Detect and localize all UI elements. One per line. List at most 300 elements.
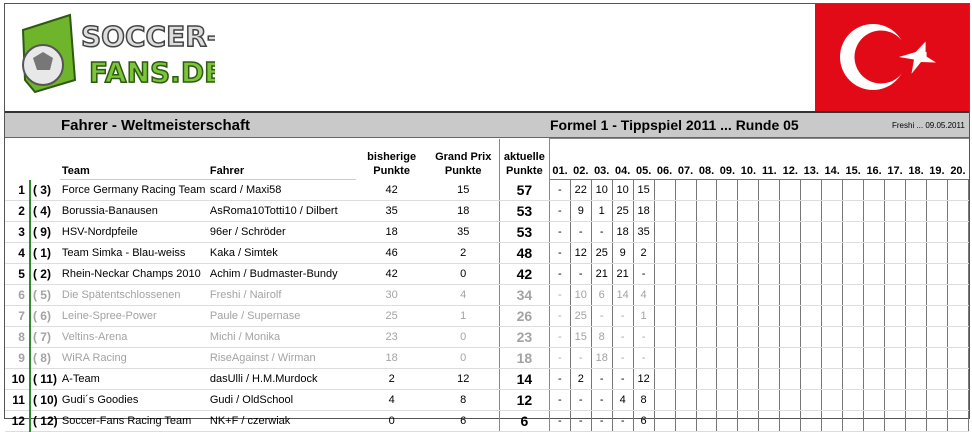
round-points-cell: [864, 201, 885, 222]
previous-points-cell: 35: [356, 201, 428, 222]
round-points-cell: [654, 285, 675, 306]
previous-rank-cell: ( 11): [30, 369, 60, 390]
round-header: 18.: [906, 139, 927, 180]
driver-cell: Gudi / OldSchool: [208, 390, 356, 411]
round-points-cell: [822, 180, 843, 201]
driver-cell: 96er / Schröder: [208, 222, 356, 243]
round-points-cell: [759, 411, 780, 432]
round-points-cell: -: [549, 348, 570, 369]
round-points-cell: [947, 390, 968, 411]
table-row: [5, 243, 969, 264]
round-points-cell: [906, 222, 927, 243]
round-points-cell: [675, 411, 696, 432]
team-cell: A-Team: [60, 369, 208, 390]
round-points-cell: [759, 243, 780, 264]
header: [5, 4, 969, 111]
driver-cell: Freshi / Nairolf: [208, 285, 356, 306]
rank-cell: 8: [5, 327, 30, 348]
round-points-cell: -: [612, 369, 633, 390]
round-points-cell: -: [570, 264, 591, 285]
previous-rank-cell: ( 2): [30, 264, 60, 285]
round-points-cell: [654, 180, 675, 201]
rank-cell: 1: [5, 180, 30, 201]
round-points-cell: [801, 285, 822, 306]
round-points-cell: [947, 411, 968, 432]
round-points-cell: -: [591, 222, 612, 243]
round-points-cell: [759, 369, 780, 390]
round-points-cell: [822, 369, 843, 390]
round-points-cell: -: [591, 411, 612, 432]
previous-rank-cell: ( 12): [30, 411, 60, 432]
round-points-cell: [780, 285, 801, 306]
standings-sheet: [4, 3, 970, 429]
round-points-cell: [822, 264, 843, 285]
round-points-cell: -: [549, 264, 570, 285]
standings-table: [5, 138, 969, 432]
driver-cell: Paule / Supernase: [208, 306, 356, 327]
round-points-cell: [717, 243, 738, 264]
round-points-cell: [843, 306, 864, 327]
current-points-cell: 53: [499, 201, 549, 222]
rank-cell: 6: [5, 285, 30, 306]
round-points-cell: [759, 348, 780, 369]
previous-rank-cell: ( 7): [30, 327, 60, 348]
round-points-cell: [864, 285, 885, 306]
previous-rank-cell: ( 1): [30, 243, 60, 264]
round-points-cell: [906, 201, 927, 222]
round-header: 19.: [926, 139, 947, 180]
round-points-cell: -: [549, 327, 570, 348]
driver-cell: RiseAgainst / Wirman: [208, 348, 356, 369]
round-points-cell: [947, 264, 968, 285]
round-points-cell: 35: [633, 222, 654, 243]
round-points-cell: -: [549, 285, 570, 306]
round-points-cell: -: [549, 411, 570, 432]
round-points-cell: -: [591, 306, 612, 327]
svg-text:SOCCER-: SOCCER-: [81, 20, 215, 53]
round-points-cell: 12: [633, 369, 654, 390]
round-points-cell: [696, 369, 717, 390]
round-points-cell: [738, 201, 759, 222]
standings-body: [5, 180, 969, 432]
previous-points-cell: 23: [356, 327, 428, 348]
current-points-cell: 42: [499, 264, 549, 285]
table-row: [5, 369, 969, 390]
previous-points-cell: 46: [356, 243, 428, 264]
round-header: 02.: [570, 139, 591, 180]
previous-points-cell: 18: [356, 222, 428, 243]
current-points-cell: 57: [499, 180, 549, 201]
round-points-cell: 18: [591, 348, 612, 369]
previous-rank-cell: ( 6): [30, 306, 60, 327]
grand-prix-points-cell: 8: [428, 390, 500, 411]
round-points-cell: [717, 180, 738, 201]
team-cell: Team Simka - Blau-weiss: [60, 243, 208, 264]
round-points-cell: [822, 327, 843, 348]
page-title: Fahrer - Weltmeisterschaft: [61, 117, 250, 134]
round-points-cell: -: [570, 411, 591, 432]
round-points-cell: [738, 180, 759, 201]
grand-prix-points-cell: 1: [428, 306, 500, 327]
round-points-cell: [780, 327, 801, 348]
prev-rank-header: [30, 139, 60, 180]
round-header: 01.: [549, 139, 570, 180]
round-points-cell: [654, 369, 675, 390]
round-points-cell: 25: [570, 306, 591, 327]
rank-cell: 12: [5, 411, 30, 432]
round-header: 11.: [759, 139, 780, 180]
current-points-cell: 53: [499, 222, 549, 243]
table-row: [5, 222, 969, 243]
round-points-cell: [885, 327, 906, 348]
round-points-cell: 4: [612, 390, 633, 411]
round-points-cell: [843, 285, 864, 306]
round-points-cell: [947, 369, 968, 390]
round-header: 14.: [822, 139, 843, 180]
round-points-cell: [717, 222, 738, 243]
round-points-cell: [801, 222, 822, 243]
round-points-cell: 10: [612, 180, 633, 201]
svg-text:FANS.DE: FANS.DE: [89, 56, 215, 89]
round-points-cell: [843, 411, 864, 432]
round-points-cell: [864, 369, 885, 390]
round-points-cell: [696, 306, 717, 327]
round-points-cell: [675, 243, 696, 264]
round-points-cell: [906, 348, 927, 369]
round-points-cell: [759, 285, 780, 306]
round-points-cell: [947, 201, 968, 222]
table-header: [5, 139, 969, 180]
previous-points-cell: 25: [356, 306, 428, 327]
round-points-cell: [738, 411, 759, 432]
round-points-cell: -: [612, 327, 633, 348]
grand-prix-points-cell: 35: [428, 222, 500, 243]
grand-prix-points-cell: 6: [428, 411, 500, 432]
round-points-cell: -: [549, 306, 570, 327]
rank-cell: 7: [5, 306, 30, 327]
round-points-cell: [780, 369, 801, 390]
round-points-cell: -: [612, 411, 633, 432]
previous-rank-cell: ( 8): [30, 348, 60, 369]
round-points-cell: 25: [612, 201, 633, 222]
round-points-cell: [822, 411, 843, 432]
round-points-cell: -: [633, 348, 654, 369]
team-cell: Rhein-Neckar Champs 2010: [60, 264, 208, 285]
round-points-cell: [864, 411, 885, 432]
round-points-cell: 12: [570, 243, 591, 264]
round-points-cell: [885, 348, 906, 369]
previous-points-cell: 42: [356, 264, 428, 285]
round-points-cell: [864, 264, 885, 285]
turkey-flag-icon: [815, 4, 969, 111]
previous-points-cell: 30: [356, 285, 428, 306]
round-points-cell: 21: [612, 264, 633, 285]
round-points-cell: [759, 201, 780, 222]
round-points-cell: [906, 243, 927, 264]
round-points-cell: [738, 390, 759, 411]
round-points-cell: [696, 222, 717, 243]
round-points-cell: [696, 285, 717, 306]
round-points-cell: [738, 222, 759, 243]
round-points-cell: [675, 369, 696, 390]
round-points-cell: [864, 180, 885, 201]
round-points-cell: [801, 348, 822, 369]
round-points-cell: [864, 222, 885, 243]
driver-cell: dasUlli / H.M.Murdock: [208, 369, 356, 390]
table-row: [5, 390, 969, 411]
round-points-cell: [780, 201, 801, 222]
rank-cell: 4: [5, 243, 30, 264]
round-points-cell: [843, 327, 864, 348]
round-points-cell: [906, 327, 927, 348]
round-header: 07.: [675, 139, 696, 180]
rank-cell: 9: [5, 348, 30, 369]
round-header: 12.: [780, 139, 801, 180]
round-points-cell: [801, 306, 822, 327]
team-cell: Leine-Spree-Power: [60, 306, 208, 327]
round-points-cell: [926, 348, 947, 369]
grand-prix-points-cell: 0: [428, 264, 500, 285]
round-points-cell: [885, 411, 906, 432]
round-points-cell: [885, 243, 906, 264]
team-cell: Die Spätentschlossenen: [60, 285, 208, 306]
round-points-cell: [822, 306, 843, 327]
round-points-cell: [801, 411, 822, 432]
round-points-cell: [717, 285, 738, 306]
round-points-cell: [696, 327, 717, 348]
round-points-cell: [947, 222, 968, 243]
round-points-cell: [864, 306, 885, 327]
round-points-cell: [717, 327, 738, 348]
round-points-cell: [654, 390, 675, 411]
round-points-cell: [780, 180, 801, 201]
round-points-cell: [780, 222, 801, 243]
round-points-cell: -: [633, 264, 654, 285]
round-header: 15.: [843, 139, 864, 180]
round-points-cell: [675, 264, 696, 285]
round-points-cell: 25: [591, 243, 612, 264]
round-points-cell: [906, 390, 927, 411]
round-points-cell: -: [612, 348, 633, 369]
round-points-cell: [801, 243, 822, 264]
round-points-cell: 1: [633, 306, 654, 327]
round-title: Formel 1 - Tippspiel 2011 ... Runde 05: [550, 117, 799, 133]
table-row: [5, 348, 969, 369]
round-points-cell: [696, 348, 717, 369]
round-points-cell: [717, 369, 738, 390]
round-points-cell: [780, 348, 801, 369]
round-points-cell: [906, 369, 927, 390]
round-points-cell: -: [570, 390, 591, 411]
round-points-cell: [654, 222, 675, 243]
round-points-cell: [738, 369, 759, 390]
team-cell: Veltins-Arena: [60, 327, 208, 348]
round-points-cell: 9: [570, 201, 591, 222]
round-points-cell: [926, 306, 947, 327]
round-points-cell: [822, 348, 843, 369]
round-points-cell: [801, 201, 822, 222]
current-points-cell: 23: [499, 327, 549, 348]
table-row: [5, 201, 969, 222]
table-row: [5, 285, 969, 306]
round-points-cell: [885, 180, 906, 201]
driver-cell: AsRoma10Totti10 / Dilbert: [208, 201, 356, 222]
rank-cell: 2: [5, 201, 30, 222]
round-points-cell: [759, 180, 780, 201]
grand-prix-points-cell: 0: [428, 348, 500, 369]
previous-points-cell: 4: [356, 390, 428, 411]
prev-points-header: bisherige Punkte: [367, 150, 417, 177]
round-points-cell: 2: [570, 369, 591, 390]
round-points-cell: [885, 306, 906, 327]
round-points-cell: [947, 243, 968, 264]
round-points-cell: [906, 411, 927, 432]
round-points-cell: [654, 327, 675, 348]
round-points-cell: [801, 369, 822, 390]
round-points-cell: 6: [633, 411, 654, 432]
round-points-cell: [696, 180, 717, 201]
rank-cell: 11: [5, 390, 30, 411]
previous-rank-cell: ( 5): [30, 285, 60, 306]
current-points-cell: 18: [499, 348, 549, 369]
round-points-cell: [947, 348, 968, 369]
round-points-cell: [717, 201, 738, 222]
round-points-cell: [947, 306, 968, 327]
previous-rank-cell: ( 9): [30, 222, 60, 243]
round-points-cell: [654, 306, 675, 327]
round-points-cell: [885, 222, 906, 243]
driver-cell: Achim / Budmaster-Bundy: [208, 264, 356, 285]
round-points-cell: [759, 264, 780, 285]
round-header: 06.: [654, 139, 675, 180]
round-points-cell: [654, 264, 675, 285]
round-points-cell: [885, 390, 906, 411]
current-points-cell: 12: [499, 390, 549, 411]
round-points-cell: -: [549, 369, 570, 390]
round-points-cell: -: [570, 348, 591, 369]
round-points-cell: [822, 243, 843, 264]
round-points-cell: [926, 327, 947, 348]
round-header: 16.: [864, 139, 885, 180]
round-points-cell: [717, 390, 738, 411]
round-points-cell: -: [612, 306, 633, 327]
round-points-cell: [843, 243, 864, 264]
round-points-cell: [843, 390, 864, 411]
grand-prix-points-cell: 15: [428, 180, 500, 201]
previous-points-cell: 0: [356, 411, 428, 432]
round-points-cell: [675, 348, 696, 369]
previous-rank-cell: ( 4): [30, 201, 60, 222]
round-points-cell: [696, 390, 717, 411]
soccer-fans-logo: [15, 10, 215, 105]
round-points-cell: [926, 285, 947, 306]
round-points-cell: [906, 264, 927, 285]
round-points-cell: [864, 390, 885, 411]
round-points-cell: [759, 306, 780, 327]
round-points-cell: [947, 327, 968, 348]
round-points-cell: -: [549, 201, 570, 222]
round-header: 10.: [738, 139, 759, 180]
grand-prix-points-cell: 4: [428, 285, 500, 306]
round-points-cell: [947, 180, 968, 201]
round-points-cell: [675, 390, 696, 411]
round-points-cell: 18: [633, 201, 654, 222]
grand-prix-points-cell: 18: [428, 201, 500, 222]
round-header: 17.: [885, 139, 906, 180]
previous-points-cell: 18: [356, 348, 428, 369]
round-points-cell: [780, 411, 801, 432]
round-points-cell: 8: [591, 327, 612, 348]
round-points-cell: [926, 264, 947, 285]
current-points-cell: 48: [499, 243, 549, 264]
team-header: Team: [61, 165, 90, 177]
round-points-cell: [864, 243, 885, 264]
round-points-cell: 6: [591, 285, 612, 306]
round-points-cell: -: [633, 327, 654, 348]
team-cell: HSV-Nordpfeile: [60, 222, 208, 243]
logo-graphic: [15, 10, 215, 105]
round-points-cell: -: [591, 369, 612, 390]
round-points-cell: [675, 306, 696, 327]
round-points-cell: [926, 411, 947, 432]
round-points-cell: [780, 264, 801, 285]
current-points-header: aktuelle Punkte: [499, 139, 549, 180]
round-points-cell: [885, 201, 906, 222]
previous-points-cell: 2: [356, 369, 428, 390]
round-points-cell: [906, 180, 927, 201]
round-points-cell: [843, 348, 864, 369]
round-points-cell: [885, 369, 906, 390]
round-points-cell: 14: [612, 285, 633, 306]
round-points-cell: [696, 411, 717, 432]
round-points-cell: [780, 243, 801, 264]
round-points-cell: [759, 222, 780, 243]
round-points-cell: -: [591, 390, 612, 411]
table-row: [5, 411, 969, 432]
round-points-cell: 2: [633, 243, 654, 264]
team-cell: WiRA Racing: [60, 348, 208, 369]
round-points-cell: [717, 306, 738, 327]
round-points-cell: [926, 243, 947, 264]
round-header: 08.: [696, 139, 717, 180]
rank-cell: 10: [5, 369, 30, 390]
round-points-cell: [717, 264, 738, 285]
round-points-cell: 21: [591, 264, 612, 285]
grand-prix-points-cell: 2: [428, 243, 500, 264]
round-points-cell: [822, 201, 843, 222]
round-header: 20.: [947, 139, 968, 180]
round-points-cell: [654, 348, 675, 369]
round-points-cell: [843, 369, 864, 390]
table-row: [5, 327, 969, 348]
round-points-cell: [759, 327, 780, 348]
rank-cell: 3: [5, 222, 30, 243]
round-points-cell: [801, 390, 822, 411]
round-points-cell: [906, 285, 927, 306]
round-points-cell: [864, 327, 885, 348]
round-points-cell: [654, 243, 675, 264]
rank-cell: 5: [5, 264, 30, 285]
round-points-cell: [738, 327, 759, 348]
round-points-cell: [801, 264, 822, 285]
round-points-cell: [675, 285, 696, 306]
driver-cell: scard / Maxi58: [208, 180, 356, 201]
round-points-cell: 15: [633, 180, 654, 201]
round-points-cell: [738, 306, 759, 327]
previous-points-cell: 42: [356, 180, 428, 201]
round-points-cell: -: [549, 243, 570, 264]
round-points-cell: [843, 201, 864, 222]
